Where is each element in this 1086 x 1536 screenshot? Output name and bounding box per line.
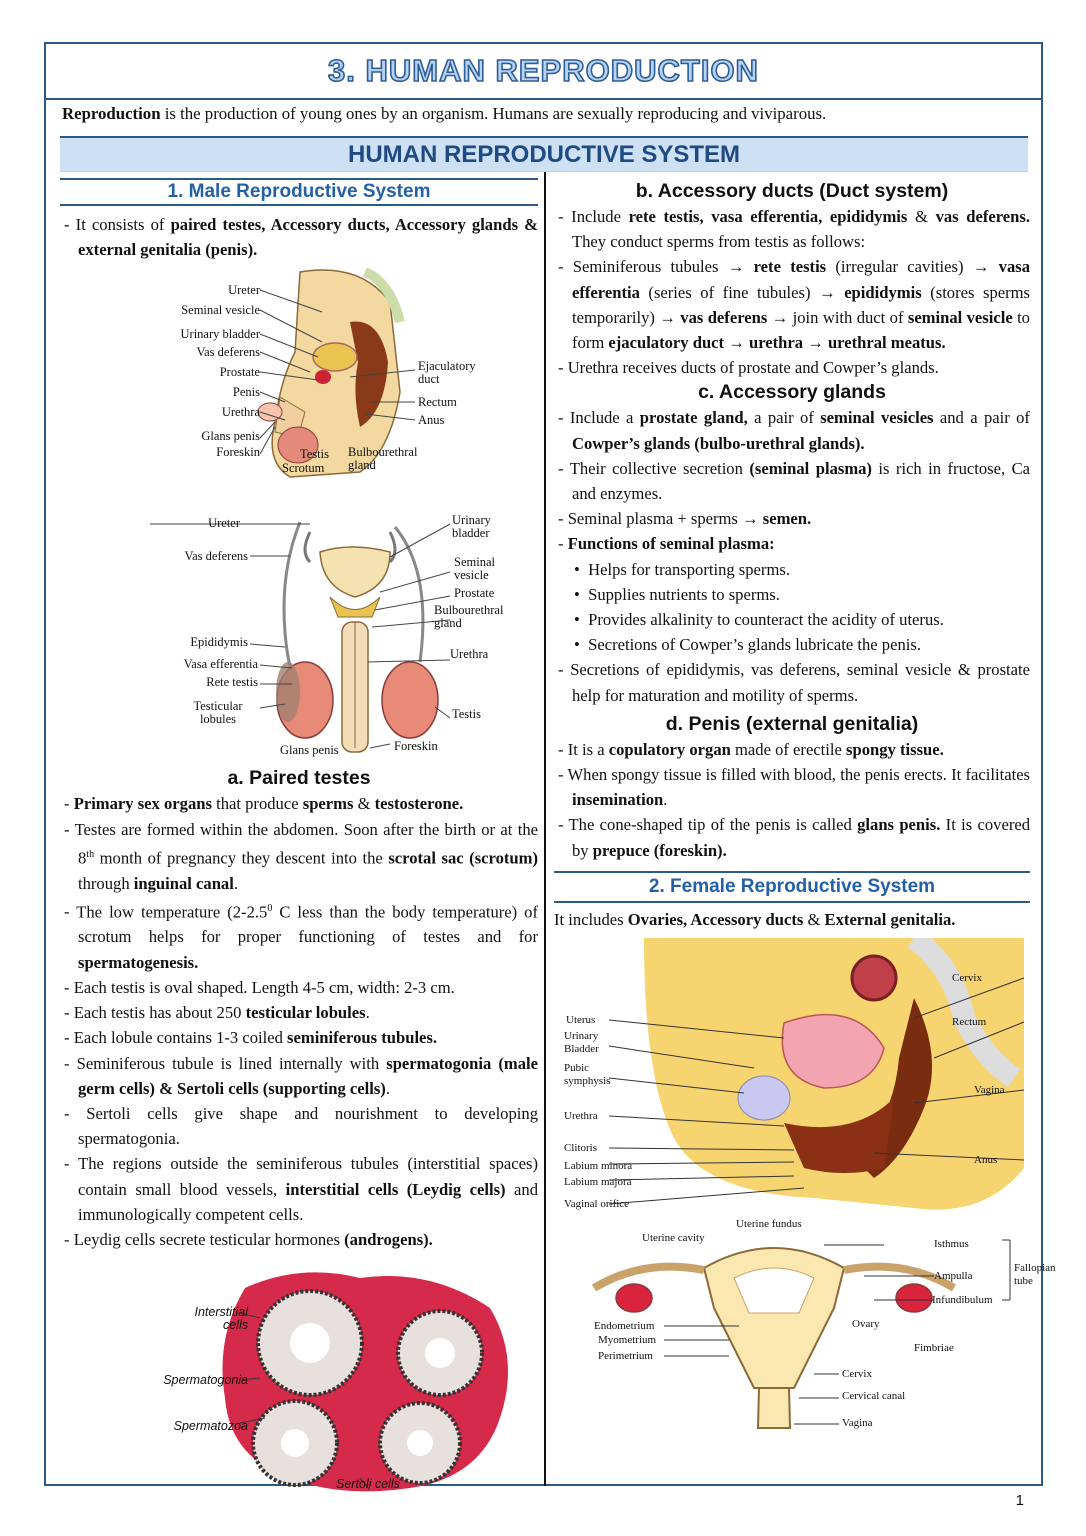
fig4-label-clitoris: Clitoris (564, 1142, 598, 1155)
fig2-label-testicular-lobules: Testicular lobules (193, 699, 243, 727)
fig2-label-glans-penis: Glans penis (280, 743, 339, 758)
fig1-label-prostate: Prostate (219, 365, 260, 380)
fig5-label-uterine-fundus: Uterine fundus (736, 1218, 802, 1231)
fig4-label-cervix: Cervix (952, 972, 982, 985)
fig5-label-ampulla: Ampulla (934, 1270, 973, 1283)
glands-point-2: - Their collective secretion (seminal plasma) is rich in fructose, Ca and enzymes. (554, 456, 1030, 506)
testes-point-10: - Leydig cells secrete testicular hormones (androgens). (60, 1227, 538, 1252)
fig5-label-endometrium: Endometrium (594, 1320, 655, 1333)
testes-point-1: - Primary sex organs that produce sperms & testosterone. (60, 791, 538, 816)
function-item: • Secretions of Cowper’s glands lubricate the penis. (554, 632, 1030, 657)
fig2-label-seminal-vesicle: Seminal vesicle (454, 555, 495, 583)
male-heading: 1. Male Reproductive System (167, 181, 431, 202)
fig5-label-ovary: Ovary (852, 1318, 880, 1331)
fig4-label-vagina: Vagina (974, 1084, 1005, 1097)
glands-point-1: - Include a prostate gland, a pair of seminal vesicles and a pair of Cowper’s glands (bulbo-urethral glands). (554, 405, 1030, 455)
penis-point-1: - It is a copulatory organ made of erectile spongy tissue. (554, 737, 1030, 762)
fig5-label-uterine-cavity: Uterine cavity (642, 1232, 705, 1245)
fig2-label-prostate: Prostate (454, 586, 495, 601)
left-column (60, 172, 538, 1498)
section-band (60, 136, 1028, 172)
fig1-label-foreskin: Foreskin (216, 445, 260, 460)
fig5-label-perimetrium: Perimetrium (598, 1350, 653, 1363)
ducts-point-1: - Include rete testis, vasa efferentia, epididymis & vas deferens. They conduct sperms from testis as follows: (554, 204, 1030, 254)
fig2-label-rete-testis: Rete testis (206, 675, 258, 690)
fig3-label-sertoli-cells: Sertoli cells (336, 1477, 400, 1492)
fig2-label-urinary-bladder: Urinary bladder (452, 513, 491, 541)
fig2-label-foreskin: Foreskin (394, 739, 438, 754)
fig5-label-infundibulum: Infundibulum (932, 1294, 993, 1307)
female-intro: It includes Ovaries, Accessory ducts & External genitalia. (554, 909, 956, 929)
fig5-label-myometrium: Myometrium (598, 1334, 657, 1347)
page-frame (44, 42, 1056, 1492)
ducts-point-3: - Urethra receives ducts of prostate and Cowper’s glands. (554, 355, 1030, 380)
testes-point-5: - Each testis has about 250 testicular lobules. (60, 1000, 538, 1025)
female-frontal-figure (554, 1218, 1056, 1434)
fig3-label-spermatozoa: Spermatozoa (173, 1419, 248, 1434)
intro-text: Reproduction is the production of young ones by an organism. Humans are sexually reproducing and viviparous. (62, 104, 827, 123)
fig1-label-rectum: Rectum (418, 395, 457, 410)
fig4-label-pubic-symphysis: Pubic symphysis (564, 1062, 611, 1088)
fig5-label-cervix: Cervix (842, 1368, 872, 1381)
function-item: • Supplies nutrients to sperms. (554, 582, 1030, 607)
glands-point-5: - Secretions of epididymis, vas deferens, seminal vesicle & prostate help for maturation and motility of sperms. (554, 657, 1030, 707)
column-divider (544, 172, 546, 1486)
page-number: 1 (1015, 1492, 1024, 1509)
fig5-label-fallopian-tube: Fallopian tube (1014, 1262, 1056, 1288)
female-heading: 2. Female Reproductive System (648, 875, 936, 897)
fig2-label-bulbourethral-gland: Bulbourethral gland (434, 603, 504, 631)
fig4-label-uterus: Uterus (566, 1014, 596, 1027)
fig4-label-anus: Anus (974, 1154, 998, 1167)
testes-point-2: - Testes are formed within the abdomen. Soon after the birth or at the 8th month of pregnancy they descent into the scrotal sac (scrotum) through inguinal canal. (60, 817, 538, 896)
fig3-label-spermatogonia: Spermatogonia (163, 1373, 248, 1388)
fig1-label-bulbourethral-gland: Bulbourethral gland (348, 445, 418, 473)
testes-heading: a. Paired testes (227, 767, 371, 790)
fig1-label-vas-deferens: Vas deferens (196, 345, 260, 360)
title-bar (46, 44, 1041, 100)
penis-heading: d. Penis (external genitalia) (665, 712, 919, 735)
female-sagittal-figure (554, 938, 1030, 1218)
fig5-label-isthmus: Isthmus (934, 1238, 969, 1251)
fig2-label-testis: Testis (452, 707, 481, 722)
fig1-label-seminal-vesicle: Seminal vesicle (181, 303, 260, 318)
section-title: HUMAN REPRODUCTIVE SYSTEM (347, 140, 741, 168)
fig5-label-vagina: Vagina (842, 1417, 873, 1430)
tubule-section-illustration (60, 1258, 538, 1498)
ducts-point-2: - Seminiferous tubules → rete testis (irregular cavities) → vasa efferentia (series of fine tubules) → epididymis (stores sperms temporarily) → vas deferens → join with duct of seminal vesicle to form ejaculatory duct → urethra → urethral meatus. (554, 254, 1030, 355)
male-intro: - It consists of paired testes, Accessory ducts, Accessory glands & external genitalia (penis). (60, 212, 538, 262)
testes-point-3: - The low temperature ($2-2.5^0$ C less than the body temperature) of scrotum helps for proper functioning of testes and for spermatogenesis. (60, 896, 538, 975)
fig1-label-penis: Penis (232, 385, 260, 400)
testes-point-8: - Sertoli cells give shape and nourishment to developing spermatogonia. (60, 1101, 538, 1151)
right-column (554, 172, 1056, 1434)
fig1-label-anus: Anus (418, 413, 445, 428)
fig1-label-urethra: Urethra (221, 405, 260, 420)
fig2-label-urethra: Urethra (450, 647, 489, 662)
testes-point-7: - Seminiferous tubule is lined internally with spermatogonia (male germ cells) & Sertoli cells (supporting cells). (60, 1051, 538, 1101)
fig5-label-fimbriae: Fimbriae (914, 1342, 954, 1355)
fig3-label-interstitial-cells: Interstitial cells (194, 1305, 248, 1333)
male-frontal-figure (60, 512, 538, 762)
glands-heading: c. Accessory glands (698, 381, 886, 404)
fig2-label-vasa-efferentia: Vasa efferentia (183, 657, 258, 672)
fig1-label-ureter: Ureter (228, 283, 260, 298)
fig2-label-ureter: Ureter (208, 516, 240, 531)
tubule-section-figure (60, 1258, 538, 1498)
glands-point-3: - Seminal plasma + sperms → semen. (554, 506, 1030, 531)
function-item: • Helps for transporting sperms. (554, 557, 1030, 582)
fig4-label-vaginal-orifice: Vaginal orifice (564, 1198, 630, 1211)
male-sagittal-figure (60, 262, 538, 512)
testes-point-4: - Each testis is oval shaped. Length 4-5 cm, width: 2-3 cm. (60, 975, 538, 1000)
fig4-label-urinary-bladder: Urinary Bladder (564, 1030, 599, 1056)
fig5-label-cervical-canal: Cervical canal (842, 1390, 906, 1403)
page-title: 3. HUMAN REPRODUCTION (328, 53, 759, 88)
fig4-label-labium-minora: Labium minora (564, 1160, 633, 1173)
fig2-label-vas-deferens: Vas deferens (184, 549, 248, 564)
penis-point-3: - The cone-shaped tip of the penis is called glans penis. It is covered by prepuce (foreskin). (554, 812, 1030, 862)
glands-point-4: - Functions of seminal plasma: (554, 531, 1030, 556)
function-item: • Provides alkalinity to counteract the acidity of uterus. (554, 607, 1030, 632)
fig4-label-urethra: Urethra (564, 1110, 598, 1123)
testes-point-6: - Each lobule contains 1-3 coiled seminiferous tubules. (60, 1025, 538, 1050)
male-frontal-illustration (60, 512, 538, 762)
testes-point-9: - The regions outside the seminiferous tubules (interstitial spaces) contain small blood vessels, interstitial cells (Leydig cells) and immunologically competent cells. (60, 1151, 538, 1227)
ducts-heading: b. Accessory ducts (Duct system) (635, 180, 949, 202)
fig4-label-rectum: Rectum (952, 1016, 987, 1029)
fig4-label-labium-majora: Labium majora (564, 1176, 632, 1189)
fig1-label-ejaculatory-duct: Ejaculatory duct (418, 359, 476, 387)
penis-point-2: - When spongy tissue is filled with blood, the penis erects. It facilitates insemination. (554, 762, 1030, 812)
fig2-label-epididymis: Epididymis (190, 635, 248, 650)
fig1-label-urinary-bladder: Urinary bladder (180, 327, 260, 342)
fig1-label-scrotum: Scrotum (282, 461, 325, 476)
fig1-label-testis: Testis (300, 447, 329, 462)
fig1-label-glans-penis: Glans penis (201, 429, 260, 444)
